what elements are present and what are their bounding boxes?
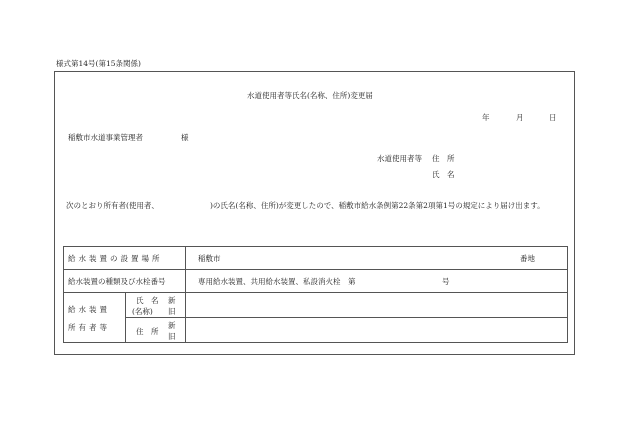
applicant-label: 水道使用者等 bbox=[377, 154, 422, 163]
table-row bbox=[64, 293, 568, 318]
table-row bbox=[64, 318, 568, 343]
device-type-label: 給水装置の種類及び水栓番号 bbox=[64, 270, 186, 293]
install-location-suffix: 番地 bbox=[520, 254, 535, 263]
table-row bbox=[64, 247, 568, 270]
owner-name-old: 旧 bbox=[168, 307, 176, 316]
owner-label-bottom: 所有者等 bbox=[68, 322, 110, 332]
addressee-honorific: 様 bbox=[181, 133, 189, 142]
date-month: 月 bbox=[516, 113, 524, 122]
install-location-label: 給水装置の設置場所 bbox=[64, 247, 186, 270]
body-text-part1: 次のとおり所有者(使用者、 bbox=[66, 201, 159, 210]
form-number: 様式第14号(第15条関係) bbox=[56, 59, 141, 68]
device-type-suffix: 号 bbox=[442, 277, 450, 286]
owner-label-top: 給水装置 bbox=[68, 304, 110, 314]
owner-address-new: 新 bbox=[168, 321, 176, 330]
owner-label bbox=[64, 293, 126, 343]
details-table bbox=[63, 246, 568, 343]
install-location-prefix: 稲敷市 bbox=[198, 254, 221, 263]
body-text-part2: )の氏名(名称、住所)が変更したので、稲敷市給水条例第22条第2項第1号の規定により届け出ます。 bbox=[210, 201, 545, 210]
owner-name-value bbox=[186, 293, 568, 318]
owner-address-old: 旧 bbox=[168, 332, 176, 341]
table-row bbox=[64, 270, 568, 293]
date-day: 日 bbox=[549, 113, 557, 122]
date-year: 年 bbox=[482, 113, 490, 122]
install-location-value bbox=[186, 247, 568, 270]
device-type-value bbox=[186, 270, 568, 293]
applicant-address-label: 住 所 bbox=[432, 154, 455, 163]
owner-name-sub: (名称) bbox=[132, 307, 153, 316]
owner-name-new: 新 bbox=[168, 296, 176, 305]
addressee-name: 稲敷市水道事業管理者 bbox=[68, 133, 143, 142]
owner-address-value bbox=[186, 318, 568, 343]
device-type-text: 専用給水装置、共用給水装置、私設消火栓 第 bbox=[198, 277, 356, 286]
owner-address-label: 住 所 新 旧 bbox=[126, 318, 186, 343]
applicant-name-label: 氏 名 bbox=[432, 170, 455, 179]
owner-name-label: 氏 名 新 (名称) 旧 bbox=[126, 293, 186, 318]
form-title: 水道使用者等氏名(名称、住所)変更届 bbox=[247, 91, 373, 100]
